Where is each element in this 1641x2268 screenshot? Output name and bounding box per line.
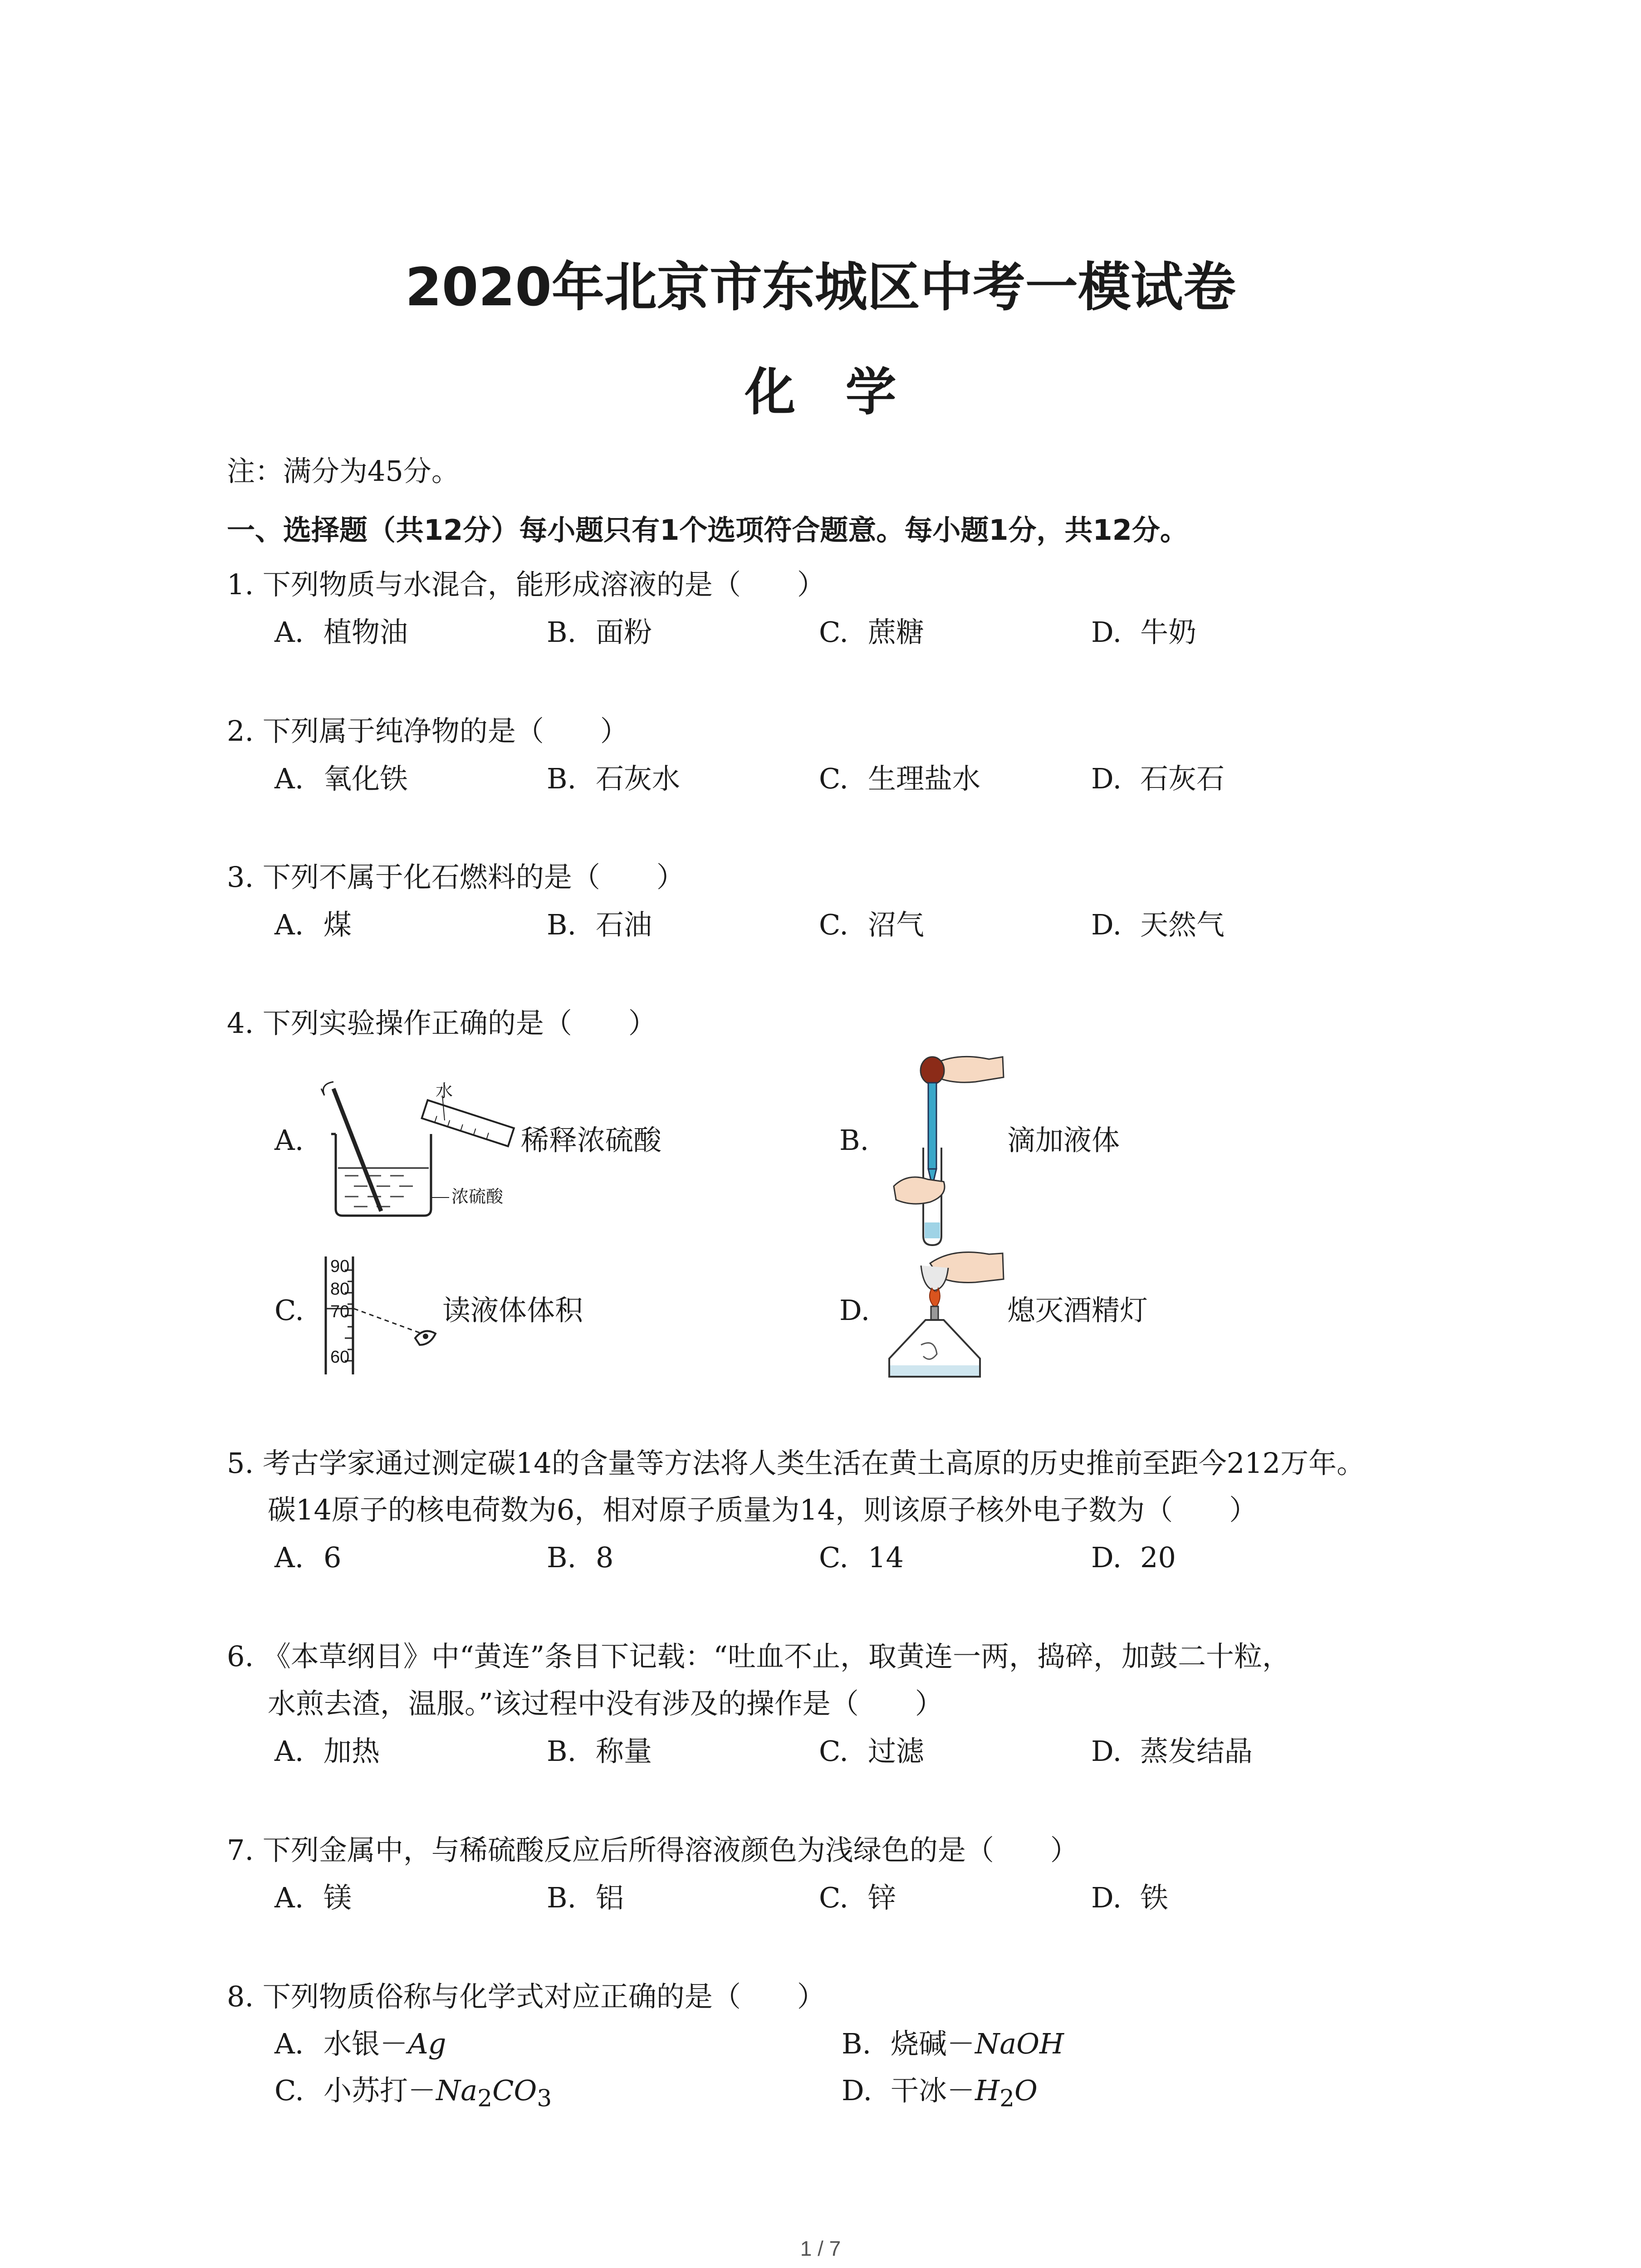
q5-option-b: B. 8 <box>547 1541 614 1574</box>
q7-option-b: B. 铝 <box>547 1881 624 1914</box>
question-4-stem: 4. 下列实验操作正确的是（ ） <box>227 1007 656 1040</box>
q6-option-b: B. 称量 <box>547 1735 652 1768</box>
scale-60: 60 <box>330 1348 350 1367</box>
question-3-stem: 3. 下列不属于化石燃料的是（ ） <box>227 860 685 894</box>
subject-title: 化学 <box>745 363 946 422</box>
q4-option-d-label: D. <box>839 1294 870 1327</box>
page-number: 1 / 7 <box>800 2237 841 2260</box>
q4-option-a-text: 稀释浓硫酸 <box>521 1124 662 1157</box>
q4-option-d-text: 熄灭酒精灯 <box>1007 1294 1148 1327</box>
q6-option-d: D. 蒸发结晶 <box>1091 1735 1253 1768</box>
scale-90: 90 <box>330 1257 350 1276</box>
q2-option-b: B. 石灰水 <box>547 762 681 795</box>
q8-option-b: B. 烧碱－NaOH <box>842 2027 1064 2060</box>
q8-option-a: A. 水银－Ag <box>274 2027 446 2060</box>
question-5-stem: 5. 考古学家通过测定碳14的含量等方法将人类生活在黄土高原的历史推前至距今212万年。 <box>227 1447 1365 1480</box>
section-heading: 一、选择题（共12分）每小题只有1个选项符合题意。每小题1分，共12分。 <box>227 513 1188 547</box>
q5-option-d: D. 20 <box>1091 1541 1176 1574</box>
question-7-stem: 7. 下列金属中，与稀硫酸反应后所得溶液颜色为浅绿色的是（ ） <box>227 1833 1078 1867</box>
q3-option-b: B. 石油 <box>547 908 652 941</box>
q3-option-c: C. 沼气 <box>819 908 925 941</box>
scale-80: 80 <box>330 1280 350 1299</box>
question-6-stem: 6. 《本草纲目》中“黄连”条目下记载：“吐血不止，取黄连一两，捣碎，加鼓二十粒， <box>227 1640 1290 1673</box>
question-1-stem: 1. 下列物质与水混合，能形成溶液的是（ ） <box>227 568 825 601</box>
question-6-stem-cont: 水煎去渣，温服。”该过程中没有涉及的操作是（ ） <box>268 1687 943 1720</box>
q2-option-d: D. 石灰石 <box>1091 762 1225 795</box>
q4-option-a-label: A. <box>274 1124 304 1157</box>
q4-option-c-text: 读液体体积 <box>442 1294 583 1327</box>
q5-option-a: A. 6 <box>274 1541 342 1574</box>
q3-option-d: D. 天然气 <box>1091 908 1225 941</box>
q2-option-a: A. 氧化铁 <box>274 762 408 795</box>
q3-option-a: A. 煤 <box>274 908 352 941</box>
q1-option-c: C. 蔗糖 <box>819 616 925 649</box>
fig-label-water: 水 <box>436 1081 453 1101</box>
exam-title: 2020年北京市东城区中考一模试卷 <box>405 257 1236 318</box>
q4-option-b-text: 滴加液体 <box>1007 1124 1120 1157</box>
fig-label-conc-acid: 浓硫酸 <box>451 1187 504 1207</box>
scale-70: 70 <box>330 1302 350 1321</box>
q7-option-a: A. 镁 <box>274 1881 352 1914</box>
dropping-liquid-figure <box>885 1050 1021 1250</box>
q6-option-a: A. 加热 <box>274 1735 380 1768</box>
q6-option-c: C. 过滤 <box>819 1735 925 1768</box>
question-5-stem-cont: 碳14原子的核电荷数为6，相对原子质量为14，则该原子核外电子数为（ ） <box>268 1493 1258 1526</box>
q1-option-d: D. 牛奶 <box>1091 616 1197 649</box>
question-8-stem: 8. 下列物质俗称与化学式对应正确的是（ ） <box>227 1980 825 2013</box>
question-2-stem: 2. 下列属于纯净物的是（ ） <box>227 714 628 748</box>
q8-option-c: C. 小苏打$-Na_2CO_3$ <box>274 2074 552 2112</box>
q4-option-b-label: B. <box>839 1124 869 1157</box>
q1-option-b: B. 面粉 <box>547 616 652 649</box>
score-note: 注：满分为45分。 <box>227 455 460 488</box>
q2-option-c: C. 生理盐水 <box>819 762 981 795</box>
q7-option-d: D. 铁 <box>1091 1881 1169 1914</box>
q1-option-a: A. 植物油 <box>274 616 408 649</box>
q5-option-c: C. 14 <box>819 1541 904 1574</box>
q7-option-c: C. 锌 <box>819 1881 896 1914</box>
q8-option-d: D. 干冰$-H_2O$ <box>842 2074 1038 2112</box>
q4-option-c-label: C. <box>274 1294 304 1327</box>
alcohol-lamp-figure <box>885 1245 1021 1390</box>
